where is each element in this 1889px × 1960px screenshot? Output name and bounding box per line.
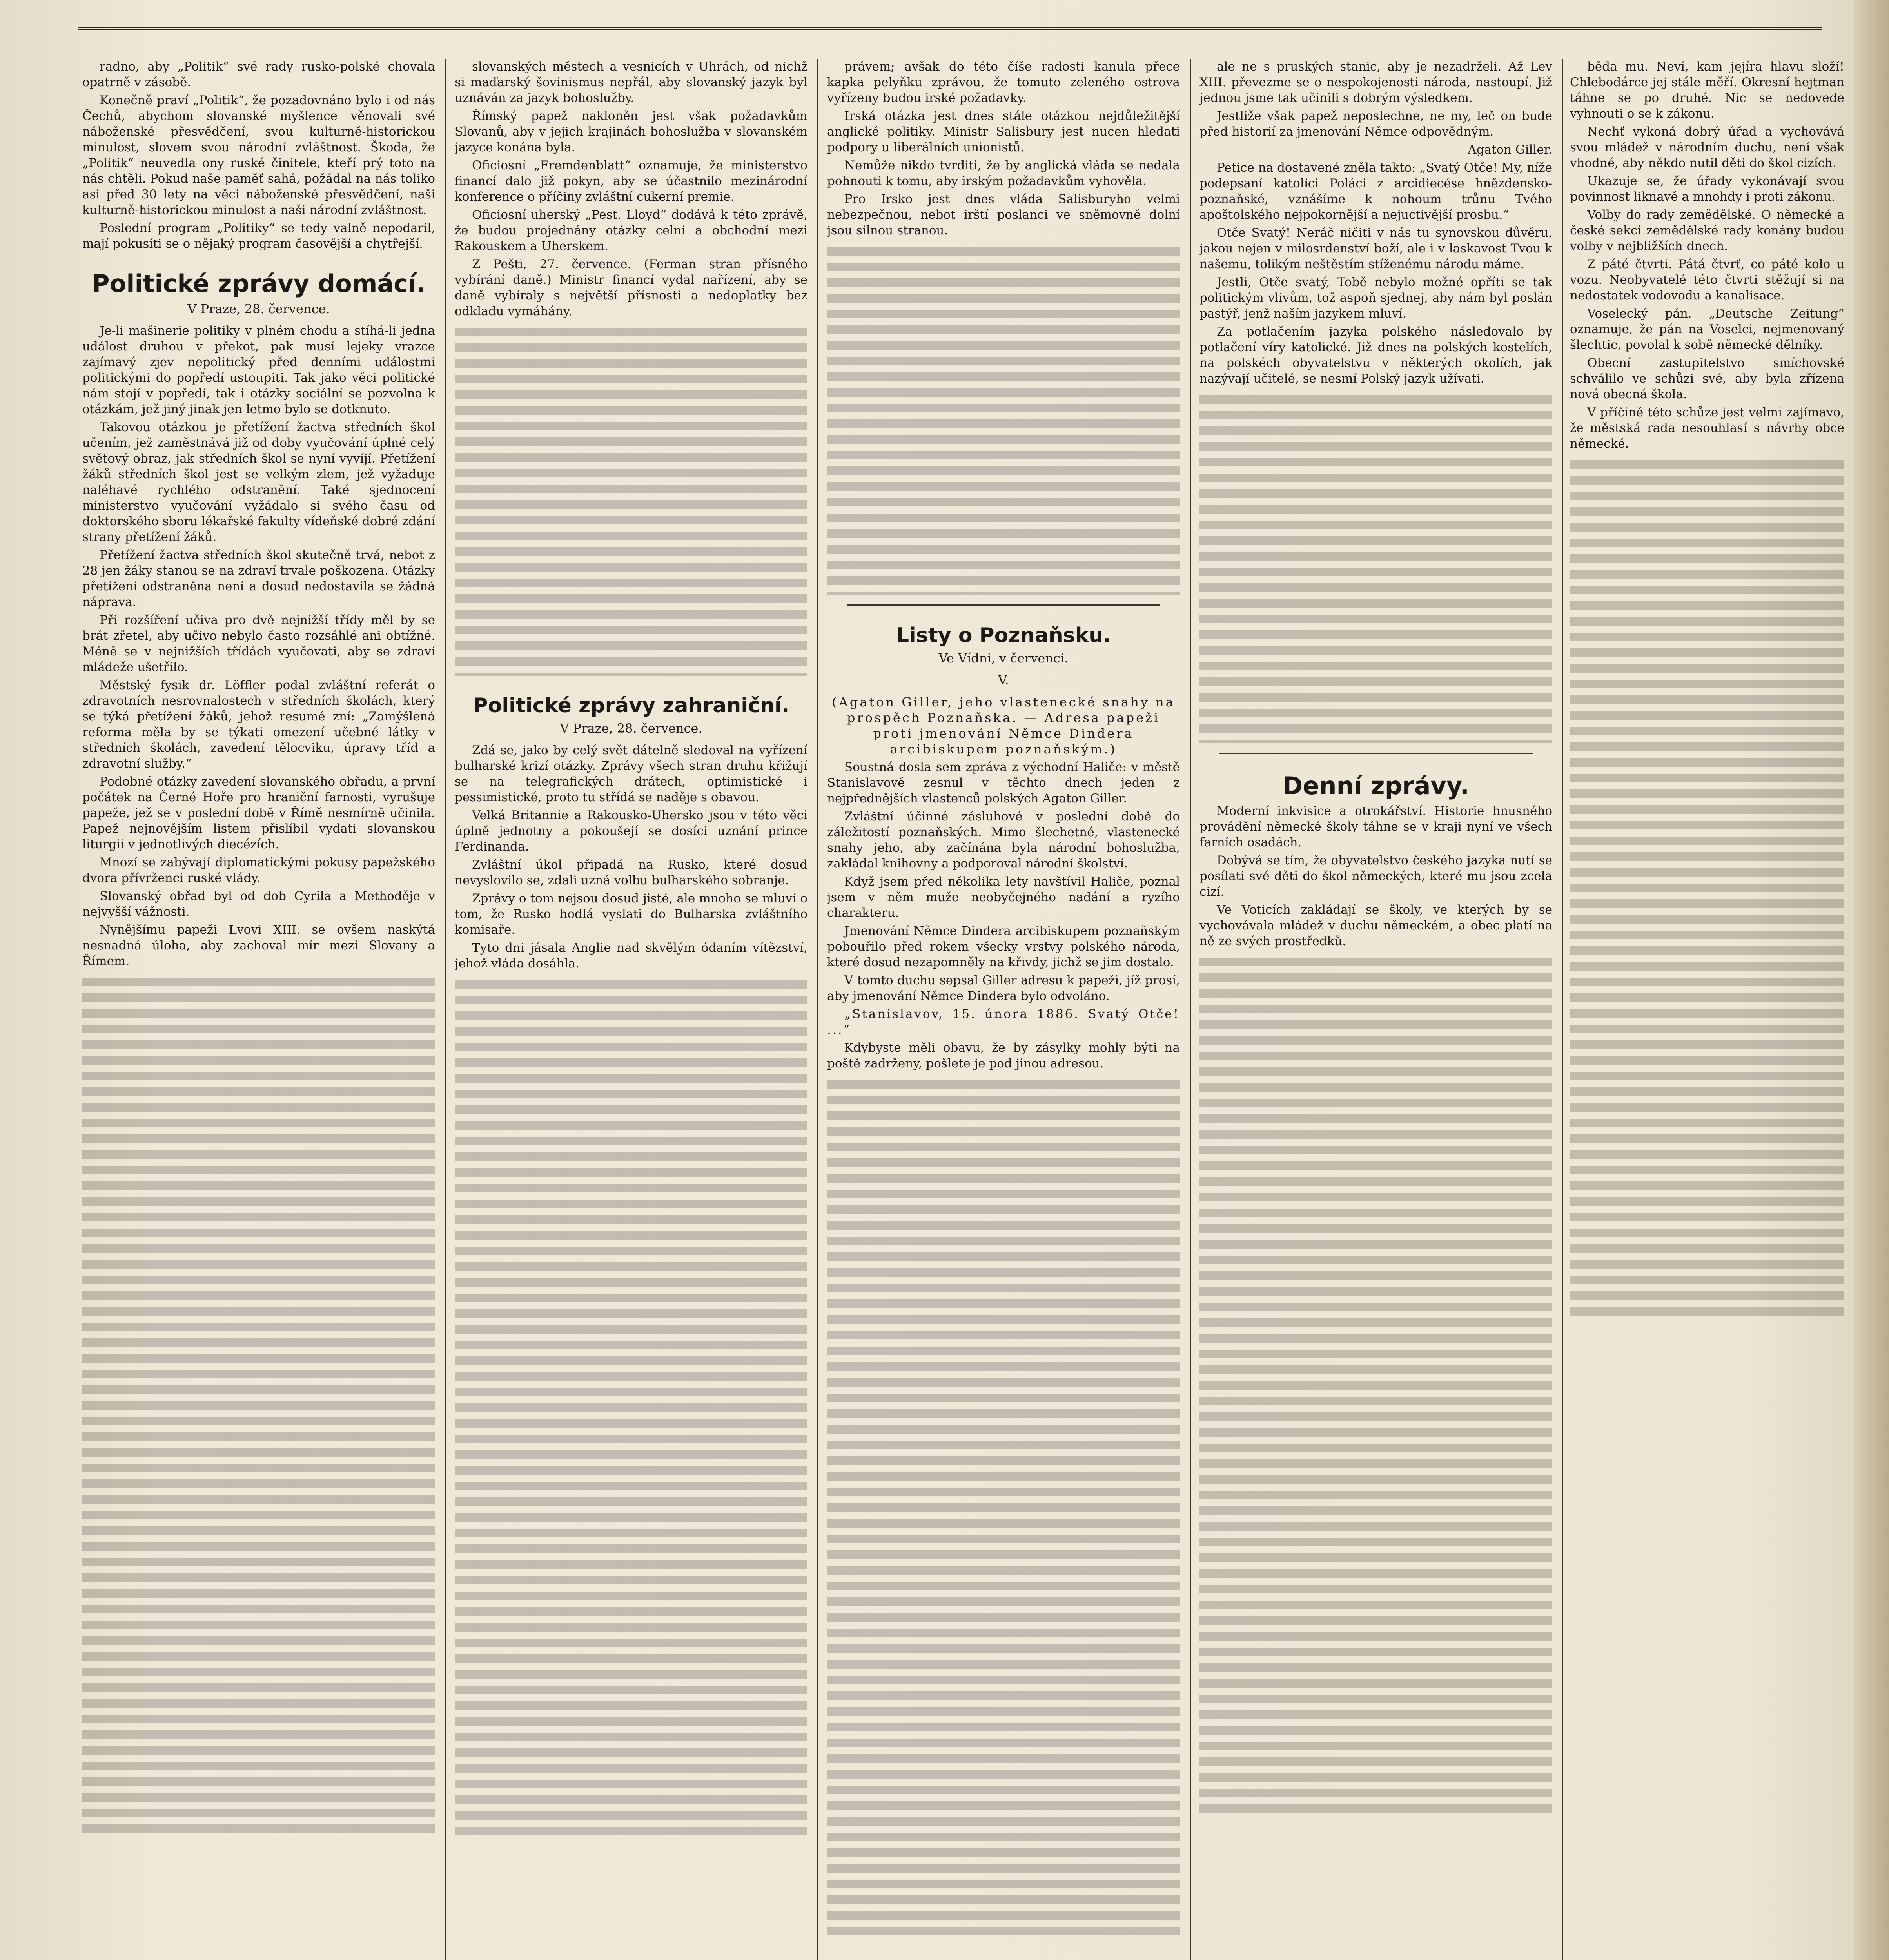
paragraph: Přetížení žactva středních škol skutečně trvá, nebot z 28 jen žáky stanou se na zdraví trvale poškozena. Otázky přetížení odstraněna není a dosud nedostavila se žádná náprava. bbox=[82, 548, 435, 609]
text-lines bbox=[827, 242, 1180, 595]
paragraph: Když jsem před několika lety navštívil Haliče, poznal jsem v něm muže neobyčejného nadání a ryzího charakteru. bbox=[827, 875, 1180, 920]
paragraph: Je-li mašinerie politiky v plném chodu a stíhá-li jedna událost druhou v překot, pak musí lejeky vrazce zajímavý zjev nepolitický před denními událostmi politickými do popředí ustoupiti. Tak jako věci politické nám stojí v popředí, tak i otázky sociální se pozvolna k otázkám, jež jiný jinak jen letmo bylo se dotknuto. bbox=[82, 324, 435, 416]
article-subtitle: (Agaton Giller, jeho vlastenecké snahy na prospěch Poznaňska. — Adresa papeži proti jmenování Němce Dindera arcibiskupem poznaňským.) bbox=[832, 695, 1175, 757]
paragraph: Volby do rady zemědělské. O německé a české sekci zemědělské rady konány budou volby v nejbližších dnech. bbox=[1570, 208, 1844, 253]
paragraph: Oficiosní uherský „Pest. Lloyd“ dodává k této zprávě, že budou projednány otázky celní a obchodní mezi Rakouskem a Uherskem. bbox=[455, 208, 807, 253]
page-spine bbox=[1854, 0, 1889, 1960]
paragraph: Nechť vykoná dobrý úřad a vychovává svou mládež v národním duchu, není však vhodné, aby někdo nutil děti do škol cizích. bbox=[1570, 125, 1844, 170]
paragraph: Voselecký pán. „Deutsche Zeitung“ oznamuje, že pán na Voselci, nejmenovaný šlechtic, povolal k sobě německé dělníky. bbox=[1570, 307, 1844, 352]
paragraph: Oficiosní „Fremdenblatt“ oznamuje, že ministerstvo financí dalo již pokyn, aby se účastnilo mezinárodní konference o příčiny zvláštní cukerní premie. bbox=[455, 158, 807, 204]
text-lines bbox=[455, 975, 807, 1838]
quoted-address: „Stanislavov, 15. února 1886. Svatý Otče! ...“ bbox=[827, 1007, 1180, 1037]
paragraph: Moderní inkvisice a otrokářství. Historie hnusného provádění německé školy táhne se v kraji nyní ve všech farních osadách. bbox=[1199, 804, 1552, 849]
paragraph: Velká Britannie a Rakousko-Uhersko jsou v této věci úplně jednotny a pokoušejí se dosíci uznání prince Ferdinanda. bbox=[455, 808, 807, 854]
dateline: V Praze, 28. července. bbox=[187, 301, 330, 316]
paragraph: Nemůže nikdo tvrditi, že by anglická vláda se nedala pohnouti k tomu, aby irským požadavkům vyhověla. bbox=[827, 158, 1180, 188]
paragraph: Ve Voticích zakládají se školy, ve kterých by se vychovávala mládež v duchu německém, a obec platí na ně ze svých prostředků. bbox=[1199, 903, 1552, 948]
column-divider bbox=[817, 59, 818, 1960]
paragraph: Takovou otázkou je přetížení žactva středních škol učením, jež zaměstnává již od doby vyučování úplné celý světový obraz, jak středních škol se nyní vyvíjí. Přetížení žáků středních škol jest se velkým zlem, jež vyžaduje naléhavé rychlého odstranění. Také sjednocení ministerstvo vyučování vyžádalo si svého času od doktorského sboru lékařské fakulty vídeňské dobré zdání strany přetížení žáků. bbox=[82, 420, 435, 544]
paragraph: Zvláštní účinné zásluhové v poslední době do záležitostí poznaňských. Mimo šlechetné, vlastenecké snahy jeho, aby začínána byla národní bohoslužba, zakládal knihovny a podporoval národní školství. bbox=[827, 809, 1180, 871]
paragraph: Slovanský obřad byl od dob Cyrila a Methoděje v nejvyšší vážnosti. bbox=[82, 889, 435, 919]
column-2 bbox=[455, 59, 807, 1960]
column-1 bbox=[82, 59, 435, 1960]
top-rule bbox=[78, 27, 1822, 30]
column-5 bbox=[1570, 59, 1844, 1960]
dateline: Ve Vídni, v červenci. bbox=[938, 651, 1069, 666]
paragraph: Soustná dosla sem zpráva z východní Haliče: v městě Stanislavově zesnul v těchto dnech jeden z nejpřednějších vlastenců polských Agaton Giller. bbox=[827, 760, 1180, 806]
paragraph: Jmenování Němce Dindera arcibiskupem poznaňským pobouřilo před rokem všecky vrstvy polského národa, které dosud nezapomněly na křivdy, jichž se jim dostalo. bbox=[827, 924, 1180, 969]
text-lines bbox=[1199, 390, 1552, 743]
text-lines bbox=[1199, 953, 1552, 1815]
paragraph: Při rozšíření učiva pro dvě nejnižší třídy měl by se brát zřetel, aby učivo nebylo často rozsáhlé ani obtížné. Méně se v nejnižších třídách vyučovati, aby se zdraví mládeže ušetřilo. bbox=[82, 613, 435, 674]
paragraph: Petice na dostavené zněla takto: „Svatý Otče! My, níže podepsaní katolíci Poláci z arcidiecése hnězdensko-poznaňské, vznášíme k nohoum trůnu Tvého apoštolského nejpokornější a nejuctivější prosbu.“ bbox=[1199, 161, 1552, 222]
paragraph: Nynějšímu papeži Lvovi XIII. se ovšem naskýtá nesnadná úloha, aby zachoval mír mezi Slovany a Římem. bbox=[82, 923, 435, 968]
paragraph: Poslední program „Politiky“ se tedy valně nepodaril, mají pokusíti se o nějaký program časovější a chytřejší. bbox=[82, 221, 435, 251]
paragraph: Kdybyste měli obavu, že by zásylky mohly býti na poště zadrženy, pošlete je pod jinou adresou. bbox=[827, 1041, 1180, 1071]
paragraph: radno, aby „Politik“ své rady rusko-polské chovala opatrně v zásobě. bbox=[82, 60, 435, 89]
paragraph: právem; avšak do této číše radosti kanula přece kapka pelyňku zprávou, že tomuto zeleného ostrova vyřízeny budou irské požadavky. bbox=[827, 60, 1180, 105]
column-divider bbox=[1190, 59, 1191, 1960]
paragraph: slovanských městech a vesnicích v Uhrách, od nichž si maďarský šovinismus nepřál, aby slovanský jazyk byl uznáván za jazyk bohoslužby. bbox=[455, 60, 807, 105]
paragraph: běda mu. Neví, kam jejíra hlavu složí! Chlebodárce jej stále měří. Okresní hejtman táhne se po druhé. Nic se nedovede vyhnouti o se k zákonu. bbox=[1570, 60, 1844, 121]
dateline: V Praze, 28. července. bbox=[560, 721, 702, 736]
paragraph: Otče Svatý! Neráč ničiti v nás tu synovskou důvěru, jakou nejen v milosrdenství boží, ale i v laskavost Tvou k našemu, tolikým neštěstím stíženému národu máme. bbox=[1199, 226, 1552, 271]
section-heading-poznan: Listy o Poznaňsku. bbox=[896, 624, 1111, 647]
signature: Agaton Giller. bbox=[1468, 143, 1552, 157]
paragraph: Mnozí se zabývají diplomatickými pokusy papežského dvora přívrženci ruské vlády. bbox=[82, 855, 435, 885]
text-lines bbox=[1570, 456, 1844, 1318]
paragraph: Tyto dni jásala Anglie nad skvělým ódaním vítězství, jehož vláda dosáhla. bbox=[455, 941, 807, 971]
paragraph: Římský papež nakloněn jest však požadavkům Slovanů, aby v jejich krajinách bohoslužba v slovanském jazyce konána byla. bbox=[455, 109, 807, 154]
paragraph: ale ne s pruských stanic, aby je nezadrželi. Až Lev XIII. převezme se o nespokojenosti národa, nastoupí. Již jednou jsme tak učinili s dobrým výsledkem. bbox=[1199, 60, 1552, 105]
column-4 bbox=[1199, 59, 1552, 1960]
paragraph: Konečně praví „Politik“, že pozadovnáno bylo i od nás Čechů, abychom slovanské myšlence věnovali své náboženské přesvědčení, svou kulturně-historickou minulost, slovem svou národní zvláštnost. Škoda, že „Politik“ neuvedla ony ruské činitele, kteří prý toto na nás chtěli. Pokud naše paměť sahá, požádal na nás toliko asi před 30 lety na věci náboženské přesvědčení, naši kulturně-historickou minulost a naši národní zvláštnost. bbox=[82, 93, 435, 217]
paragraph: Zdá se, jako by celý svět dátelně sledoval na vyřízení bulharské krizí otázky. Zprávy všech stran druhu křižují se na telegrafických drátech, optimistické i pessimistické, proto tu střídá se naděje s obavou. bbox=[455, 743, 807, 804]
paragraph: Za potlačením jazyka polského následovalo by potlačení víry katolické. Již dnes na polských kostelích, na polskéch obyvatelstvu v některých okolích, jak nazývají učitelé, se nesmí Polský jazyk užívati. bbox=[1199, 325, 1552, 386]
column-divider bbox=[445, 59, 446, 1960]
paragraph: Zprávy o tom nejsou dosud jisté, ale mnoho se mluví o tom, že Rusko hodlá vyslati do Bulharska zvláštního komisaře. bbox=[455, 891, 807, 937]
column-3 bbox=[827, 59, 1180, 1960]
paragraph: Jestliže však papež neposlechne, ne my, leč on bude před historií za jmenování Němce odpovědným. bbox=[1199, 109, 1552, 139]
paragraph: Městský fysik dr. Löffler podal zvláštní referát o zdravotních nesrovnalostech v středních školách, který se týká přetížení žáků, jehož resumé zní: „Zamýšlená reforma měla by se týkati omezení učebné látky v středních školách, zavedení tělocviku, úpravy tříd a zdravotní služby.“ bbox=[82, 678, 435, 771]
paragraph: Ukazuje se, že úřady vykonávají svou povinnost liknavě a mnohdy i proti zákonu. bbox=[1570, 174, 1844, 204]
paragraph: Podobné otázky zavedení slovanského obřadu, a první počátek na Černé Hoře pro hraniční farnosti, vyrušuje papeže, jež se v poslední době v Římě nesmírně učinila. Papež nejnovějším listem přislíbil vydati slovanskou liturgii v jednotlivých diecézích. bbox=[82, 775, 435, 851]
section-heading-daily-news: Denní zprávy. bbox=[1282, 771, 1470, 800]
paragraph: Pro Irsko jest dnes vláda Salisburyho velmi nebezpečnou, nebot irští poslanci ve sněmovně dolní jsou silnou stranou. bbox=[827, 192, 1180, 238]
text-lines bbox=[827, 1075, 1180, 1938]
section-rule bbox=[1219, 753, 1533, 754]
paragraph: Jestli, Otče svatý, Tobě nebylo možné opříti se tak politickým vlivům, tož aspoň sjednej, aby nám byl poslán pastýř, jenž naším jazykem mluví. bbox=[1199, 275, 1552, 321]
section-rule bbox=[847, 604, 1160, 606]
text-lines bbox=[455, 323, 807, 676]
part-number: V. bbox=[998, 673, 1009, 688]
paragraph: V tomto duchu sepsal Giller adresu k papeži, jíž prosí, aby jmenování Němce Dindera bylo odvoláno. bbox=[827, 973, 1180, 1003]
paragraph: Zvláštní úkol připadá na Rusko, které dosud nevyslovilo se, zdali uzná volbu bulharského sobranje. bbox=[455, 858, 807, 887]
paragraph: Dobývá se tím, že obyvatelstvo českého jazyka nutí se posílati své děti do škol německých, které mu jsou zcela cizí. bbox=[1199, 853, 1552, 899]
paragraph: Irská otázka jest dnes stále otázkou nejdůležitější anglické politiky. Ministr Salisbury jest nucen hledati podpory u liberálních unionistů. bbox=[827, 109, 1180, 154]
section-heading-foreign: Politické zprávy zahraniční. bbox=[473, 694, 789, 717]
paragraph: Obecní zastupitelstvo smíchovské schválilo ve schůzi své, aby byla zřízena nová obecná škola. bbox=[1570, 356, 1844, 401]
text-lines bbox=[82, 973, 435, 1835]
paragraph: Z páté čtvrti. Pátá čtvrť, co páté kolo u vozu. Neobyvatelé této čtvrti stěžují si na nedostatek vodovodu a kanalisace. bbox=[1570, 257, 1844, 303]
paragraph: V příčině této schůze jest velmi zajímavo, že městská rada nesouhlasí s návrhy obce německé. bbox=[1570, 405, 1844, 451]
column-divider bbox=[1562, 59, 1563, 1960]
paragraph: Z Pešti, 27. července. (Ferman stran přísného vybírání daně.) Ministr financí vydal nařízení, aby se daně vybíraly s největší přísností a nedoplatky bez odkladu vymáhány. bbox=[455, 257, 807, 318]
section-heading-domestic: Politické zprávy domácí. bbox=[92, 269, 426, 298]
